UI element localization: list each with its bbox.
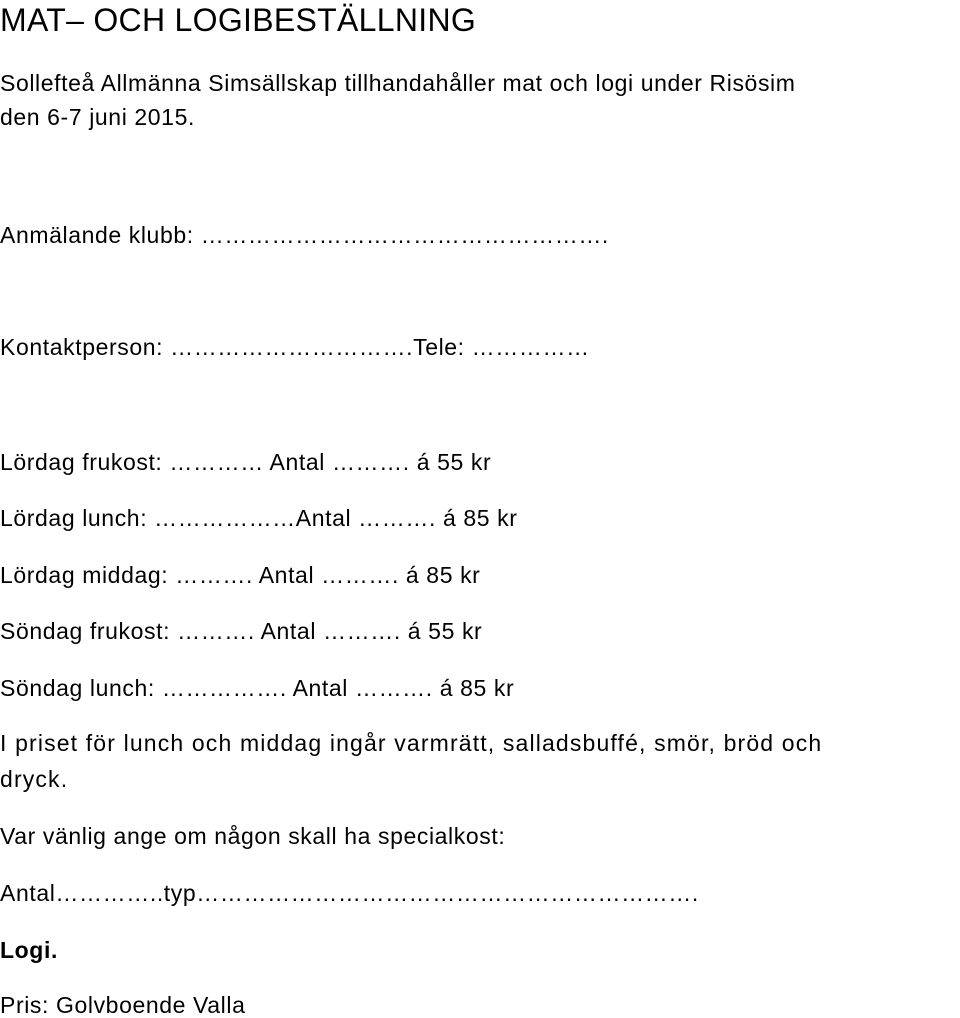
contact-field: Kontaktperson: ………………………….Tele: …………… xyxy=(0,334,590,360)
document-title: MAT– OCH LOGIBESTÄLLNING xyxy=(0,2,477,38)
price-note-line-1: I priset för lunch och middag ingår varmrätt, salladsbuffé, smör, bröd och xyxy=(0,730,823,756)
intro-line-1: Sollefteå Allmänna Simsällskap tillhandahåller mat och logi under Risösim xyxy=(0,70,796,96)
logi-heading: Logi. xyxy=(0,937,58,963)
intro-line-2: den 6-7 juni 2015. xyxy=(0,104,195,130)
special-diet-field: Antal…………..typ………………………………………………………. xyxy=(0,880,699,906)
meal-line-saturday-lunch: Lördag lunch: ………………Antal ………. á 85 kr xyxy=(0,505,518,531)
meal-line-sunday-breakfast: Söndag frukost: ………. Antal ………. á 55 kr xyxy=(0,618,483,644)
price-line: Pris: Golvboende Valla xyxy=(0,992,246,1018)
meal-line-sunday-lunch: Söndag lunch: ……………. Antal ………. á 85 kr xyxy=(0,675,515,701)
special-diet-prompt: Var vänlig ange om någon skall ha specialkost: xyxy=(0,823,506,849)
meal-line-saturday-dinner: Lördag middag: ………. Antal ………. á 85 kr xyxy=(0,562,481,588)
price-note-line-2: dryck. xyxy=(0,766,69,792)
club-field: Anmälande klubb: ……………………………………………. xyxy=(0,222,609,248)
meal-line-saturday-breakfast: Lördag frukost: ………… Antal ………. á 55 kr xyxy=(0,449,492,475)
